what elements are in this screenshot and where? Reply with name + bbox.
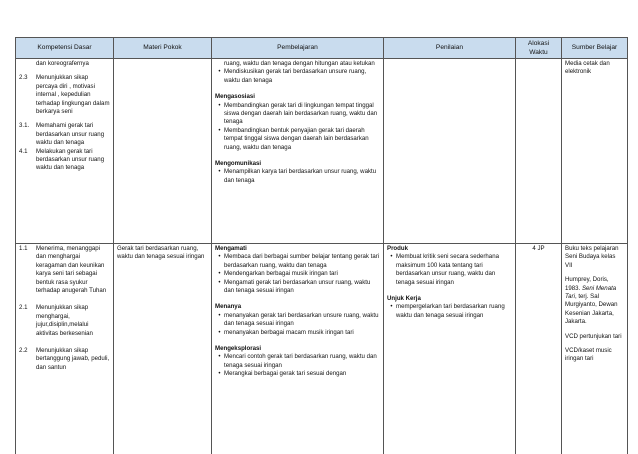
header-alokasi-waktu: Alokasi Waktu [516,38,562,59]
table-row [16,59,628,244]
header-kompetensi-dasar: Kompetensi Dasar [16,38,114,59]
kd-item: 2.3 Menunjukkan sikap percaya diri , motivasi internal , kepedulian terhadap lingkungan dalam berkarya seni [19,74,110,116]
header-penilaian: Penilaian [384,38,516,59]
section-heading: Mengeksplorasi [215,345,380,353]
cell-materi-pokok [114,244,212,454]
cell-pembelajaran [212,59,384,244]
section-heading: Mengomunikasi [215,160,380,168]
header-pembelajaran: Pembelajaran [212,38,384,59]
section-heading: Menanya [215,303,380,311]
cell-materi-pokok [114,59,212,244]
bullet-icon: • [215,68,224,85]
section-heading: Mengasosiasi [215,93,380,101]
bullet-icon: • [215,370,224,378]
list-item: • Mengamati gerak tari berdasarkan unsur ruang, waktu dan tenaga sesuai iringan [215,279,380,296]
bullet-icon: • [215,253,224,270]
list-item: • Menampilkan karya tari berdasarkan unsur ruang, waktu dan tenaga [215,168,380,185]
syllabus-table [15,37,628,454]
list-item: • menanyakan gerak tari berdasarkan unsure ruang, waktu dan tenaga sesuai iringan [215,312,380,329]
cell-kompetensi-dasar [16,244,114,454]
sumber-item: Buku teks pelajaran Seni Budaya kelas VII [565,245,624,270]
penilaian-heading: Produk [387,245,512,253]
kd-item: 2.2 Menunjukkan sikap bertanggung jawab, peduli, dan santun [19,347,110,372]
list-item: • Membandingkan bentuk penyajian gerak tari daerah tempat tinggal siswa dengan daerah lain berdasarkan ruang, waktu dan tenaga [215,127,380,152]
kd-item: 2.1 Menunjukkan sikap menghargai, jujur,disiplin,melalui aktivitas berkesenian [19,304,110,338]
kd-item: 4.1 Melakukan gerak tari berdasarkan unsur ruang waktu dan tenaga [19,148,110,173]
list-item: • Mencari contoh gerak tari berdasarkan ruang, waktu dan tenaga sesuai iringan [215,353,380,370]
list-item: • Membaca dari berbagai sumber belajar tentang gerak tari berdasarkan ruang, waktu dan tenaga [215,253,380,270]
list-item: • Mendengarkan berbagai musik iringan tari [215,270,380,278]
bullet-icon: • [215,279,224,296]
bullet-icon: • [215,353,224,370]
section-heading: Mengamati [215,245,380,253]
cell-pembelajaran [212,244,384,454]
table-header-row [16,38,628,59]
bullet-icon: • [215,102,224,127]
bullet-icon: • [215,168,224,185]
list-item: • mempergelarkan tari berdasarkan ruang waktu dan tenaga sesuai iringan [387,303,512,320]
cell-alokasi-waktu [516,59,562,244]
bullet-icon: • [387,253,396,287]
sumber-item: Media cetak dan elektronik [565,60,624,77]
bullet-icon: • [387,303,396,320]
cell-sumber-belajar [562,244,628,454]
list-item: • Membandingkan gerak tari di lingkungan tempat tinggal siswa dengan daerah lain berdasarkan ruang, waktu dan tenaga [215,102,380,127]
bullet-icon: • [215,127,224,152]
header-materi-pokok: Materi Pokok [114,38,212,59]
list-item: • menanyakan berbagai macam musik iringan tari [215,329,380,337]
kd-continuation: dan koreografernya [19,60,110,68]
list-item: • Merangkai berbagai gerak tari sesuai dengan [215,370,380,378]
cell-penilaian [384,59,516,244]
cell-kompetensi-dasar [16,59,114,244]
cell-sumber-belajar [562,59,628,244]
list-item: • Mendiskusikan gerak tari berdasarkan unsure ruang, waktu dan tenaga [215,68,380,85]
waktu-value: 4 JP [519,245,558,253]
header-sumber-belajar: Sumber Belajar [562,38,628,59]
pembelajaran-continuation: ruang, waktu dan tenaga dengan hitungan atau ketukan [215,60,380,68]
sumber-item: VCD/kaset music iringan tari [565,347,624,364]
bullet-icon: • [215,312,224,329]
sumber-item: Humprey, Doris, 1983. Seni Menata Tari, terj. Sal Murgiyanto, Dewan Kesenian Jakarta, Jakarta. [565,276,624,326]
cell-alokasi-waktu [516,244,562,454]
materi-text: Gerak tari berdasarkan ruang, waktu dan tenaga sesuai iringan [117,245,208,262]
list-item: • Membuat kritik seni secara sederhana maksimum 100 kata tentang tari berdasarkan unsur ruang, waktu dan tenaga sesuai iringan [387,253,512,287]
bullet-icon: • [215,329,224,337]
kd-item: 1.1 Menerima, menanggapi dan menghargai keragaman dan keunikan karya seni tari sebagai bentuk rasa syukur terhadap anugerah Tuhan [19,245,110,295]
sumber-item: VCD pertunjukan tari [565,333,624,341]
cell-penilaian [384,244,516,454]
bullet-icon: • [215,270,224,278]
table-row [16,244,628,454]
kd-item: 3.1. Memahami gerak tari berdasarkan unsur ruang waktu dan tenaga [19,122,110,147]
penilaian-heading: Unjuk Kerja [387,295,512,303]
